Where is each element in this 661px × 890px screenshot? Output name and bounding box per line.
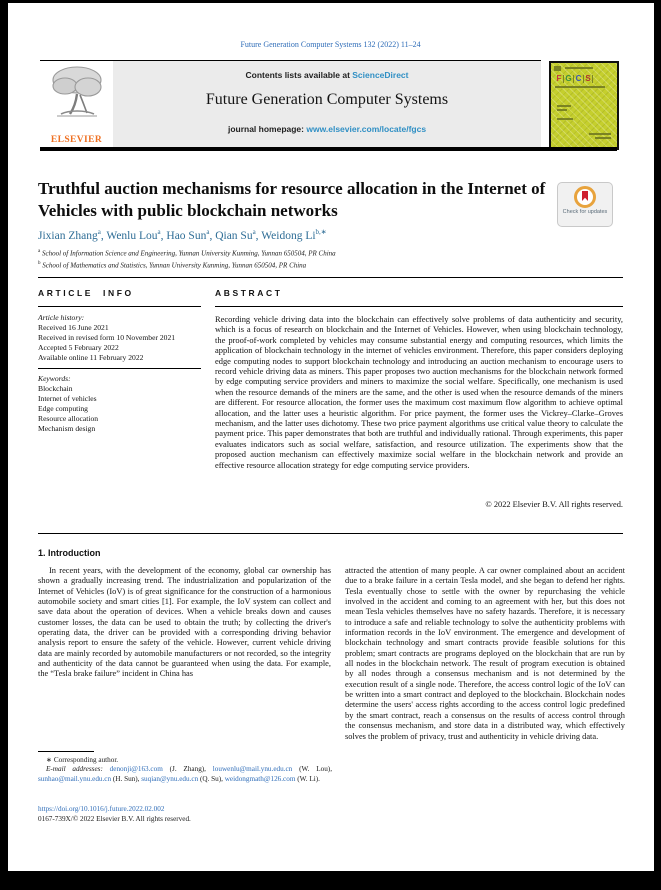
keyword: Internet of vehicles: [38, 394, 97, 403]
affiliations: [38, 247, 598, 271]
email-link[interactable]: suqian@ynu.edu.cn: [141, 774, 199, 783]
affiliation-b: $^b$ School of Mathematics and Statistics, Yunnan University Kunming, Yunnan 650504, PR China: [38, 260, 307, 270]
cover-letter: C: [574, 75, 584, 83]
footnote-rule: [38, 751, 94, 752]
copyright-line: © 2022 Elsevier B.V. All rights reserved.: [485, 500, 623, 509]
running-head-citation: Future Generation Computer Systems 132 (2022) 11–24: [240, 40, 421, 49]
cover-letter: F: [555, 75, 564, 83]
intro-left-column: In recent years, with the development of the economy, global car ownership has shown a gradually increasing trend. The industrialization and popularization of the Internet of Vehicles (IoV) is of great significance for the construction of a harmonious automobile society and smart cities [1]. For example, the IoV system can collect and save data about the operation of devices. When a vehicle breaks down and causes customer losses, the data can be used to obtain the truth; by collecting the driver's operating data, the driver can be provided with a corresponding driving behavior analysis report to ensure the safety of the vehicle. However, current vehicle driving data are mainly recorded by automobile manufacturers or not recorded, so the integrity and authenticity of the data cannot be guaranteed when using the data. For example, the “Tesla brake failure” incident in China has: [38, 566, 331, 679]
footnote-mark: ∗: [46, 756, 54, 764]
header-bottom-rule: [40, 147, 617, 151]
doi-link[interactable]: https://doi.org/10.1016/j.future.2022.02.002: [38, 805, 165, 813]
article-info-rule: [38, 306, 201, 307]
cover-decoration: [565, 67, 593, 69]
journal-title: Future Generation Computer Systems: [205, 91, 449, 108]
keyword: Blockchain: [38, 384, 73, 393]
email-link[interactable]: weidongmath@126.com: [224, 774, 296, 783]
cover-decoration: [557, 109, 567, 111]
homepage-line: [113, 124, 541, 134]
journal-homepage-link[interactable]: www.elsevier.com/locate/fgcs: [306, 124, 427, 134]
footnote: [38, 756, 332, 784]
fgcs-logo: [555, 75, 593, 83]
keywords-rule: [38, 368, 201, 369]
history-item: Received in revised form 10 November 2021: [38, 333, 176, 342]
email-label: E-mail addresses:: [46, 765, 110, 774]
keyword: Mechanism design: [38, 424, 96, 433]
cover-decoration: [595, 137, 611, 139]
contents-line: [113, 70, 541, 80]
email-owner: (W. Lou),: [292, 765, 332, 774]
history-item: Accepted 5 February 2022: [38, 343, 119, 352]
author: Jixian Zhang$^a$,: [38, 228, 107, 242]
email-link[interactable]: louwenlu@mail.ynu.edu.cn: [212, 765, 293, 774]
email-link[interactable]: sunhao@mail.ynu.edu.cn: [38, 774, 112, 783]
section-divider-rule: [38, 277, 623, 278]
cover-decoration: [557, 118, 573, 120]
abstract-heading: ABSTRACT: [215, 288, 283, 298]
introduction-heading: 1. Introduction: [38, 548, 101, 558]
bookmark-icon: [582, 191, 588, 201]
author: Hao Sun$^a$,: [166, 228, 216, 242]
cover-decoration: [589, 133, 611, 135]
corresponding-text: Corresponding author.: [53, 756, 119, 764]
elsevier-logo: [40, 61, 113, 147]
cover-decoration: [555, 86, 605, 88]
article-info-heading: ARTICLE INFO: [38, 288, 134, 298]
email-addresses-line: [38, 765, 332, 784]
email-link[interactable]: denonji@163.com: [109, 765, 163, 774]
keywords-block: [38, 374, 208, 434]
keywords-label: Keywords:: [38, 374, 71, 383]
sciencedirect-link[interactable]: ScienceDirect: [352, 70, 409, 80]
elsevier-wordmark: ELSEVIER: [50, 135, 103, 145]
email-owner: (H. Sun),: [111, 774, 142, 783]
email-owner: (Q. Su),: [198, 774, 225, 783]
journal-header-box: [40, 61, 541, 147]
author: Weidong $Li^{b,∗}$: [261, 228, 327, 242]
journal-cover-thumbnail: [549, 61, 619, 150]
cover-letter: S: [584, 75, 593, 83]
elsevier-tree-icon: [47, 64, 107, 126]
cover-decoration: [557, 105, 571, 107]
corresponding-author-line: [38, 756, 332, 765]
homepage-prefix: journal homepage:: [227, 124, 307, 134]
check-for-updates-icon: [574, 186, 596, 208]
abstract-text: Recording vehicle driving data into the blockchain can effectively solve problems of data authenticity and security, which is a focus of research on blockchain and the Internet of Vehicles. However, when using blockchain technology, the proof-of-work completed by vehicles may consume substantial energy and computing resources, which limits the application of blockchain technology in the internet of vehicles environment. Therefore, this paper considers deploying edge computing nodes to support blockchain technology and introducing an auction mechanism to encourage users to record vehicle driving data as miners. This paper proposes two auction mechanisms for the blockchain network formed by edge computing service providers and miners to maximize the social welfare. Specifically, one mechanism is used when the resource demands of the miners are the same, and the other is used when the resource demands of the miners are different. For resource allocation, the former uses the maximum cost maximum flow algorithm to achieve optimal allocation, and the latter uses a heuristic algorithm. For price payment, the former uses the Vickrey–Clarke–Groves mechanism, and the latter uses dichotomy. These two price payment algorithms use critical value theory to calculate the payment price. This paper demonstrates that both are truthful and individually rational. Through experiments, this paper evaluates indicators such as social welfare, satisfaction, and resource utilization. The experiments show that the proposed auction mechanism can effectively maximize social welfare in the blockchain network and provide an effective resource allocation strategy for edge computing service providers.: [215, 314, 623, 470]
contents-prefix: Contents lists available at: [245, 70, 353, 80]
keyword: Resource allocation: [38, 414, 99, 423]
abstract-rule: [215, 306, 623, 307]
article-history: [38, 313, 208, 363]
email-owner: (W. Li).: [295, 774, 320, 783]
intro-right-column: attracted the attention of many people. A car owner complained about an accident due to a brake failure in a certain Tesla model, and she began to defend her rights. Tesla eventually chose to settle with the owner by repurchasing the vehicle involved in the accident and coming to an agreement with her, but this does not mean Tesla vehicles themselves have no safety hazards. Therefore, it is necessary to introduce a safe and reliable technology to solve the authenticity problems with information records in the IoV environment. The emergence and development of blockchain technology and smart contracts provide feasible solutions for this problem; smart contracts are programs deployed on the blockchain that are run by all nodes in the blockchain network. The result of program execution is obtained by all nodes through a consensus mechanism and is not determined by the execution result of a single node. Therefore, the access control logic of the IoV can be written into a smart contract and deployed to the blockchain. Blockchain nodes determine the users' access rights according to the access control logic predefined by the smart contract, reach a consensus on the results of access control through the consensus mechanism, and store data in a distributed way, which effectively solves the problem of privacy, trust and authenticity in vehicle driving data.: [345, 566, 625, 741]
issn-copyright-line: 0167-739X/© 2022 Elsevier B.V. All rights reserved.: [38, 815, 191, 823]
header-center: [113, 61, 541, 147]
check-for-updates-badge[interactable]: [557, 182, 613, 227]
cover-decoration: [554, 66, 561, 71]
paper-title: Truthful auction mechanisms for resource allocation in the Internet of Vehicles with public blockchain networks: [38, 179, 546, 220]
history-item: Available online 11 February 2022: [38, 353, 144, 362]
history-item: Received 16 June 2021: [38, 323, 109, 332]
cover-letter: G: [564, 75, 574, 83]
keyword: Edge computing: [38, 404, 88, 413]
history-label: Article history:: [38, 313, 85, 322]
author: Wenlu Lou$^a$,: [106, 228, 167, 242]
abstract-bottom-rule: [38, 533, 623, 534]
author: Qian Su$^a$,: [215, 228, 262, 242]
affiliation-a: $^a$ School of Information Science and Engineering, Yunnan University Kunming, Yunnan 650504, PR China: [38, 249, 336, 258]
badge-label: Check for updates: [562, 209, 608, 215]
author-line: [38, 228, 558, 242]
email-owner: (J. Zhang),: [162, 765, 213, 774]
